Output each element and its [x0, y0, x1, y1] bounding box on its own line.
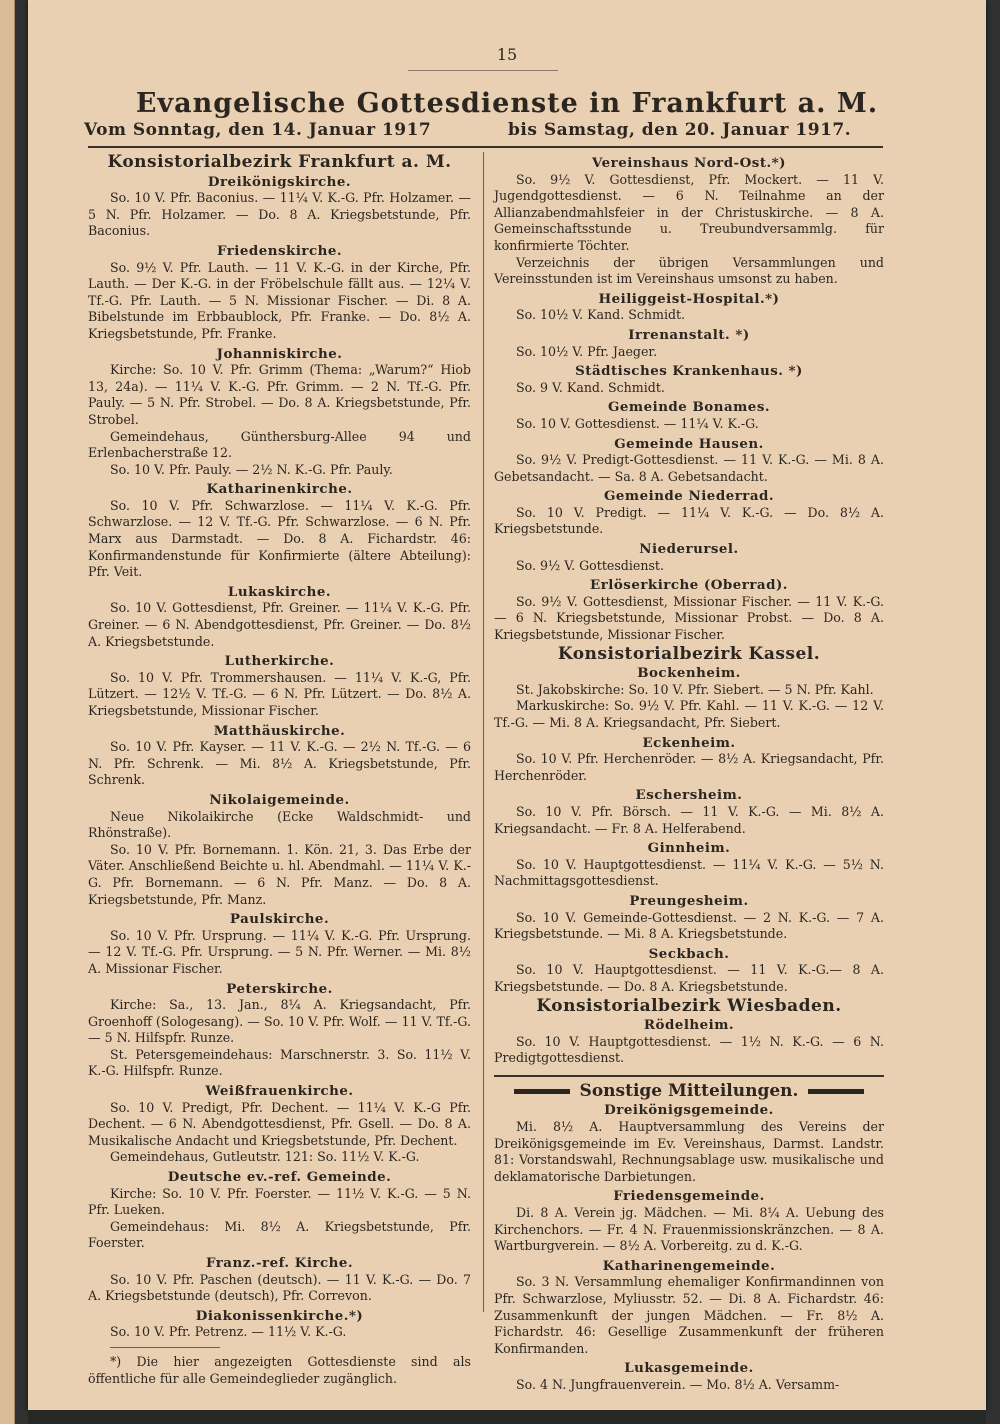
service-paragraph: Markuskirche: So. 9½ V. Pfr. Kahl. — 11 V. K.-G. — 12 V. Tf.-G. — Mi. 8 A. Kriegsandacht, Pfr. Siebert.: [494, 698, 884, 730]
service-paragraph: Kirche: So. 10 V. Pfr. Grimm (Thema: „Warum?“ Hiob 13, 24a). — 11¼ V. K.-G. Pfr. Grimm. — 2 N. Tf.-G. Pfr. Pauly. — 5 N. Pfr. Strobel. — Do. 8 A. Kriegsbetstunde, Pfr. Strobel.: [88, 362, 471, 427]
service-paragraph: Kirche: Sa., 13. Jan., 8¼ A. Kriegsandacht, Pfr. Groenhoff (Sologesang). — So. 10 V. Pfr. Wolf. — 11 V. Tf.-G. — 5 N. Hilfspfr. Runze.: [88, 997, 471, 1046]
heading-dash: [808, 1089, 864, 1094]
service-paragraph: So. 9½ V. Predigt-Gottesdienst. — 11 V. K.-G. — Mi. 8 A. Gebetsandacht. — Sa. 8 A. Gebetsandacht.: [494, 452, 884, 484]
church-heading: Rödelheim.: [643, 1017, 735, 1034]
church-heading: Gemeinde Niederrad.: [603, 488, 775, 505]
service-paragraph: So. 10 V. Hauptgottesdienst. — 11¼ V. K.-G. — 5½ N. Nachmittagsgottesdienst.: [494, 856, 884, 889]
page-bottom-edge: [28, 1410, 986, 1424]
church-heading: Eckenheim.: [642, 734, 736, 751]
district-heading: Konsistorialbezirk Frankfurt a. M.: [107, 152, 452, 172]
service-paragraph: So. 10 V. Pfr. Baconius. — 11¼ V. K.-G. Pfr. Holzamer. — 5 N. Pfr. Holzamer. — Do. 8 A. Kriegsbetstunde, Pfr. Baconius.: [88, 190, 471, 239]
church-heading: Nikolaigemeinde.: [209, 791, 350, 808]
section-rule: [494, 1075, 884, 1077]
service-paragraph: So. 10½ V. Pfr. Jaeger.: [516, 343, 658, 359]
church-heading: Gemeinde Bonames.: [607, 399, 771, 416]
church-heading: Katharinengemeinde.: [602, 1257, 776, 1274]
service-paragraph: So. 10 V. Pfr. Bornemann. 1. Kön. 21, 3. Das Erbe der Väter. Anschließend Beichte u. hl. Abendmahl. — 11¼ V. K.-G. Pfr. Bornemann. — 6 N. Pfr. Manz. — Do. 8 A. Kriegsbetstunde, Pfr. Manz.: [88, 841, 471, 907]
service-paragraph: Di. 8 A. Verein jg. Mädchen. — Mi. 8¼ A. Uebung des Kirchenchors. — Fr. 4 N. Frauenmissionskränzchen. — 8 A. Wartburgverein. — 8½ A. Vorbereitg. zu d. K.-G.: [494, 1205, 884, 1254]
church-heading: Katharinenkirche.: [206, 481, 353, 498]
service-paragraph: So. 9½ V. Gottesdienst, Pfr. Mockert. — 11 V. Jugendgottesdienst. — 6 N. Teilnahme an der Allianzabendmahlsfeier in der Christuskirche. — 8 A. Gemeinschaftsstunde u. Treubundversammlg. für konfirmierte Töchter.: [494, 171, 884, 253]
service-paragraph: So. 9 V. Kand. Schmidt.: [516, 379, 665, 395]
church-heading: Deutsche ev.-ref. Gemeinde.: [167, 1169, 392, 1186]
service-paragraph: So. 10 V. Hauptgottesdienst. — 11 V. K.-G.— 8 A. Kriegsbetstunde. — Do. 8 A. Kriegsbetstunde.: [494, 962, 884, 994]
church-heading: Ginnheim.: [647, 840, 731, 857]
service-paragraph: So. 10 V. Predigt, Pfr. Dechent. — 11¼ V. K.-G Pfr. Dechent. — 6 N. Abendgottesdienst, Pfr. Gsell. — Do. 8 A. Musikalische Andacht und Kriegsbetstunde, Pfr. Dechent.: [88, 1099, 471, 1148]
service-paragraph: St. Jakobskirche: So. 10 V. Pfr. Siebert. — 5 N. Pfr. Kahl.: [516, 681, 874, 697]
church-heading: Bockenheim.: [637, 665, 741, 682]
church-heading: Vereinshaus Nord-Ost.*): [592, 155, 786, 171]
service-paragraph: So. 10 V. Predigt. — 11¼ V. K.-G. — Do. 8½ A. Kriegsbetstunde.: [494, 504, 884, 537]
service-paragraph: So. 10 V. Pfr. Pauly. — 2½ N. K.-G. Pfr. Pauly.: [110, 461, 393, 477]
service-paragraph: So. 10 V. Gottesdienst, Pfr. Greiner. — 11¼ V. K.-G. Pfr. Greiner. — 6 N. Abendgottesdienst, Pfr. Greiner. — Do. 8½ A. Kriegsbetstunde.: [88, 600, 471, 649]
church-heading: Städtisches Krankenhaus. *): [575, 363, 803, 380]
service-paragraph: So. 10 V. Pfr. Ursprung. — 11¼ V. K.-G. Pfr. Ursprung. — 12 V. Tf.-G. Pfr. Ursprung. — 5 N. Pfr. Werner. — Mi. 8½ A. Missionar Fischer.: [88, 927, 471, 976]
service-paragraph: So. 10 V. Pfr. Paschen (deutsch). — 11 V. K.-G. — Do. 7 A. Kriegsbetstunde (deutsch), Pfr. Correvon.: [88, 1271, 471, 1304]
service-paragraph: *) Die hier angezeigten Gottesdienste sind als öffentliche für alle Gemeindeglieder zugänglich.: [88, 1353, 471, 1386]
church-heading: Dreikönigskirche.: [207, 173, 352, 190]
service-paragraph: So. 9½ V. Gottesdienst.: [516, 557, 664, 573]
church-heading: Seckbach.: [648, 945, 730, 962]
church-heading: Johanniskirche.: [216, 345, 343, 362]
service-paragraph: St. Petersgemeindehaus: Marschnerstr. 3. So. 11½ V. K.-G. Hilfspfr. Runze.: [88, 1046, 471, 1079]
district-heading: Konsistorialbezirk Kassel.: [557, 643, 821, 664]
church-heading: Lukaskirche.: [227, 583, 332, 600]
service-paragraph: So. 10 V. Hauptgottesdienst. — 1½ N. K.-G. — 6 N. Predigtgottesdienst.: [494, 1033, 884, 1066]
service-paragraph: So. 10 V. Gemeinde-Gottesdienst. — 2 N. K.-G. — 7 A. Kriegsbetstunde. — Mi. 8 A. Kriegsbetstunde.: [494, 909, 884, 942]
district-heading: Konsistorialbezirk Wiesbaden.: [536, 995, 842, 1016]
service-paragraph: Mi. 8½ A. Hauptversammlung des Vereins der Dreikönigsgemeinde im Ev. Vereinshaus, Darmst. Landstr. 81: Vorstandswahl, Rechnungsablage usw. musikalische und deklamatorische Darbietungen.: [494, 1119, 884, 1184]
service-paragraph: So. 10½ V. Kand. Schmidt.: [516, 307, 686, 323]
church-heading: Weißfrauenkirche.: [205, 1083, 354, 1100]
date-to: bis Samstag, den 20. Januar 1917.: [508, 120, 852, 140]
page-number-rule: [408, 70, 558, 71]
church-heading: Lukasgemeinde.: [624, 1360, 754, 1377]
service-paragraph: Gemeindehaus, Gutleutstr. 121: So. 11½ V. K.-G.: [110, 1149, 420, 1165]
church-heading: Gemeinde Hausen.: [614, 435, 764, 452]
left-column: [88, 152, 471, 1387]
church-heading: Dreikönigsgemeinde.: [604, 1102, 774, 1119]
church-heading: Friedenskirche.: [216, 242, 343, 259]
service-paragraph: So. 10 V. Pfr. Petrenz. — 11½ V. K.-G.: [110, 1324, 347, 1340]
header-rule: [88, 146, 883, 148]
church-heading: Friedensgemeinde.: [613, 1188, 765, 1205]
service-paragraph: So. 3 N. Versammlung ehemaliger Konfirmandinnen von Pfr. Schwarzlose, Myliusstr. 52. — Di. 8 A. Fichardstr. 46: Zusammenkunft der jungen Mädchen. — Fr. 8½ A. Fichardstr. 46: Gesellige Zusammenkunft der früheren Konfirmanden.: [494, 1274, 884, 1356]
right-column: [494, 152, 884, 1394]
service-paragraph: So. 10 V. Pfr. Börsch. — 11 V. K.-G. — Mi. 8½ A. Kriegsandacht. — Fr. 8 A. Helferabend.: [494, 803, 884, 836]
service-paragraph: Neue Nikolaikirche (Ecke Waldschmidt- und Rhönstraße).: [88, 808, 471, 841]
service-paragraph: So. 10 V. Pfr. Kayser. — 11 V. K.-G. — 2½ N. Tf.-G. — 6 N. Pfr. Schrenk. — Mi. 8½ A. Kriegsbetstunde, Pfr. Schrenk.: [88, 739, 471, 788]
church-heading: Diakonissenkirche.*): [195, 1307, 364, 1324]
heading-dash: [514, 1089, 570, 1094]
church-heading: Erlöserkirche (Oberrad).: [590, 577, 788, 594]
date-from: Vom Sonntag, den 14. Januar 1917: [84, 120, 432, 140]
page-number: 15: [496, 45, 518, 64]
section-heading-sonstige: [494, 1080, 884, 1101]
church-heading: Matthäuskirche.: [213, 722, 346, 739]
newspaper-page: [28, 0, 986, 1410]
church-heading: Paulskirche.: [229, 911, 330, 928]
column-divider: [483, 152, 484, 1312]
service-paragraph: Gemeindehaus, Günthersburg-Allee 94 und Erlenbacherstraße 12.: [88, 428, 471, 461]
service-paragraph: Gemeindehaus: Mi. 8½ A. Kriegsbetstunde, Pfr. Foerster.: [88, 1218, 471, 1251]
footnote-rule: [110, 1347, 220, 1348]
service-paragraph: Verzeichnis der übrigen Versammlungen und Vereinsstunden ist im Vereinshaus umsonst zu haben.: [494, 254, 884, 287]
page-title: Evangelische Gottesdienste in Frankfurt a. M.: [135, 88, 879, 119]
service-paragraph: So. 10 V. Pfr. Schwarzlose. — 11¼ V. K.-G. Pfr. Schwarzlose. — 12 V. Tf.-G. Pfr. Schwarzlose. — 6 N. Pfr. Marx aus Darmstadt. — Do. 8 A. Fichardstr. 46: Konfirmandenstunde für Konfirmierte (ältere Abteilung): Pfr. Veit.: [88, 497, 471, 580]
service-paragraph: Kirche: So. 10 V. Pfr. Foerster. — 11½ V. K.-G. — 5 N. Pfr. Lueken.: [88, 1185, 471, 1218]
adjacent-page-edge: [0, 0, 15, 1424]
church-heading: Eschersheim.: [635, 787, 743, 804]
service-paragraph: So. 10 V. Gottesdienst. — 11¼ V. K.-G.: [516, 415, 759, 431]
church-heading: Franz.-ref. Kirche.: [205, 1255, 354, 1271]
service-paragraph: So. 9½ V. Gottesdienst, Missionar Fischer. — 11 V. K.-G. — 6 N. Kriegsbetstunde, Missionar Probst. — Do. 8 A. Kriegsbetstunde, Missionar Fischer.: [494, 593, 884, 643]
service-paragraph: So. 4 N. Jungfrauenverein. — Mo. 8½ A. Versamm-: [516, 1376, 840, 1392]
church-heading: Peterskirche.: [226, 980, 333, 997]
church-heading: Heiliggeist-Hospital.*): [598, 290, 780, 307]
church-heading: Irrenanstalt. *): [628, 326, 750, 343]
church-heading: Lutherkirche.: [224, 653, 335, 670]
service-paragraph: So. 10 V. Pfr. Trommershausen. — 11¼ V. K.-G, Pfr. Lützert. — 12½ V. Tf.-G. — 6 N. Pfr. Lützert. — Do. 8½ A. Kriegsbetstunde, Missionar Fischer.: [88, 669, 471, 718]
service-paragraph: So. 9½ V. Pfr. Lauth. — 11 V. K.-G. in der Kirche, Pfr. Lauth. — Der K.-G. in der Fröbelschule fällt aus. — 12¼ V. Tf.-G. Pfr. Lauth. — 5 N. Missionar Fischer. — Di. 8 A. Bibelstunde im Erbbaublock, Pfr. Franke. — Do. 8½ A. Kriegsbetstunde, Pfr. Franke.: [88, 259, 471, 341]
church-heading: Niederursel.: [639, 541, 739, 558]
heading-text: Sonstige Mitteilungen.: [579, 1080, 799, 1101]
service-paragraph: So. 10 V. Pfr. Herchenröder. — 8½ A. Kriegsandacht, Pfr. Herchenröder.: [494, 751, 884, 783]
church-heading: Preungesheim.: [629, 892, 749, 909]
